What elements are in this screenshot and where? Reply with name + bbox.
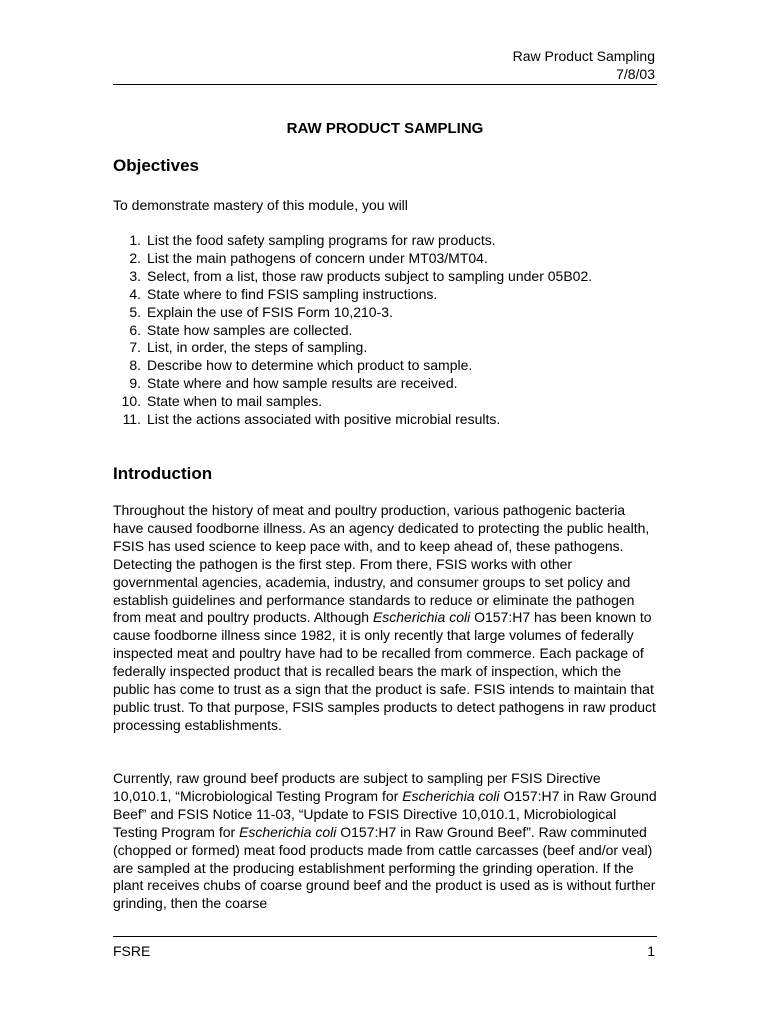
objective-number: 3.: [129, 267, 141, 284]
document-title: RAW PRODUCT SAMPLING: [286, 120, 484, 137]
header-rule: [113, 84, 657, 85]
objective-text: State when to mail samples.: [147, 393, 323, 410]
objective-item: [113, 357, 658, 375]
objective-item: [113, 232, 658, 250]
running-header: [513, 47, 655, 83]
objective-item: [113, 339, 658, 357]
intro-p2-text-cont: O157:H7 in Raw Ground Beef” and FSIS Notice 11-03, “Update to FSIS Directive 10,010.1, Microbiological Testing Program for: [113, 787, 657, 840]
objective-number: 9.: [129, 375, 141, 392]
header-date: 7/8/03: [616, 66, 655, 82]
objective-number: 7.: [129, 339, 141, 356]
objective-text: List the food safety sampling programs for raw products.: [147, 232, 496, 248]
objective-text: List the actions associated with positive microbial results.: [147, 411, 501, 428]
introduction-paragraph-2: [113, 770, 658, 913]
page-number: 1: [647, 943, 655, 959]
objective-item: [113, 304, 658, 322]
footer-rule: [113, 936, 657, 937]
objective-text: State how samples are collected.: [147, 321, 353, 338]
objective-item: [113, 286, 658, 304]
introduction-paragraph-1: [113, 502, 658, 735]
objective-text: Explain the use of FSIS Form 10,210-3.: [147, 303, 393, 320]
introduction-heading: Introduction: [113, 464, 213, 483]
objective-number: 1.: [129, 232, 141, 248]
objective-text: State where to find FSIS sampling instructions.: [147, 285, 438, 302]
objective-number: 11.: [122, 411, 141, 428]
objective-number: 5.: [129, 303, 141, 320]
intro-p2-italic-1: Escherichia coli: [402, 787, 500, 804]
objective-text: List the main pathogens of concern under MT03/MT04.: [147, 249, 488, 266]
objective-text: List, in order, the steps of sampling.: [147, 339, 368, 356]
objective-number: 2.: [129, 249, 141, 266]
objective-text: State where and how sample results are received.: [147, 375, 458, 392]
intro-p1-text: Throughout the history of meat and poultry production, various pathogenic bacteria have caused foodborne illness. As an agency dedicated to protecting the public health, FSIS has used science to keep pace with, and to keep ahead of, these pathogens. Detecting the pathogen is the first step. From there, FSIS works with other governmental agencies, academia, industry, and consumer groups to set policy and establish guidelines and performance standards to reduce or eliminate the pathogen from meat and poultry products. Although: [113, 502, 650, 626]
objectives-intro: To demonstrate mastery of this module, you will: [113, 197, 408, 213]
intro-p2-text: Currently, raw ground beef products are subject to sampling per FSIS Directive 10,010.1, “Microbiological Testing Program for: [113, 770, 601, 804]
intro-p2-italic-2: Escherichia coli: [239, 823, 337, 840]
footer-label: FSRE: [113, 943, 151, 959]
objective-item: [113, 322, 658, 340]
objective-number: 4.: [129, 285, 141, 302]
objective-text: Select, from a list, those raw products subject to sampling under 05B02.: [147, 267, 593, 284]
objectives-list: [113, 232, 658, 429]
intro-p1-text-cont: O157:H7 has been known to cause foodborne illness since 1982, it is only recently that large volumes of federally inspected meat and poultry have had to be recalled from commerce. Each package of federally inspected product that is recalled bears the mark of inspection, which the public has come to trust as a sign that the product is safe. FSIS intends to maintain that public trust. To that purpose, FSIS samples products to detect pathogens in raw product processing establishments.: [113, 609, 656, 733]
objective-number: 6.: [129, 321, 141, 338]
objective-number: 8.: [129, 357, 141, 374]
header-title: Raw Product Sampling: [512, 48, 655, 64]
objective-item: [113, 393, 658, 411]
objective-item: [113, 268, 658, 286]
intro-p1-italic: Escherichia coli: [372, 609, 471, 626]
intro-p2-text-end: O157:H7 in Raw Ground Beef”. Raw comminuted (chopped or formed) meat food products made from cattle carcasses (beef and/or veal) are sampled at the producing establishment performing the grinding operation. If the plant receives chubs of coarse ground beef and the product is used as is without further grinding, then the coarse: [113, 823, 656, 912]
objective-item: [113, 411, 658, 429]
objective-item: [113, 250, 658, 268]
objectives-heading: Objectives: [113, 156, 199, 175]
objective-number: 10.: [121, 393, 141, 410]
objective-item: [113, 375, 658, 393]
objective-text: Describe how to determine which product to sample.: [147, 357, 473, 374]
